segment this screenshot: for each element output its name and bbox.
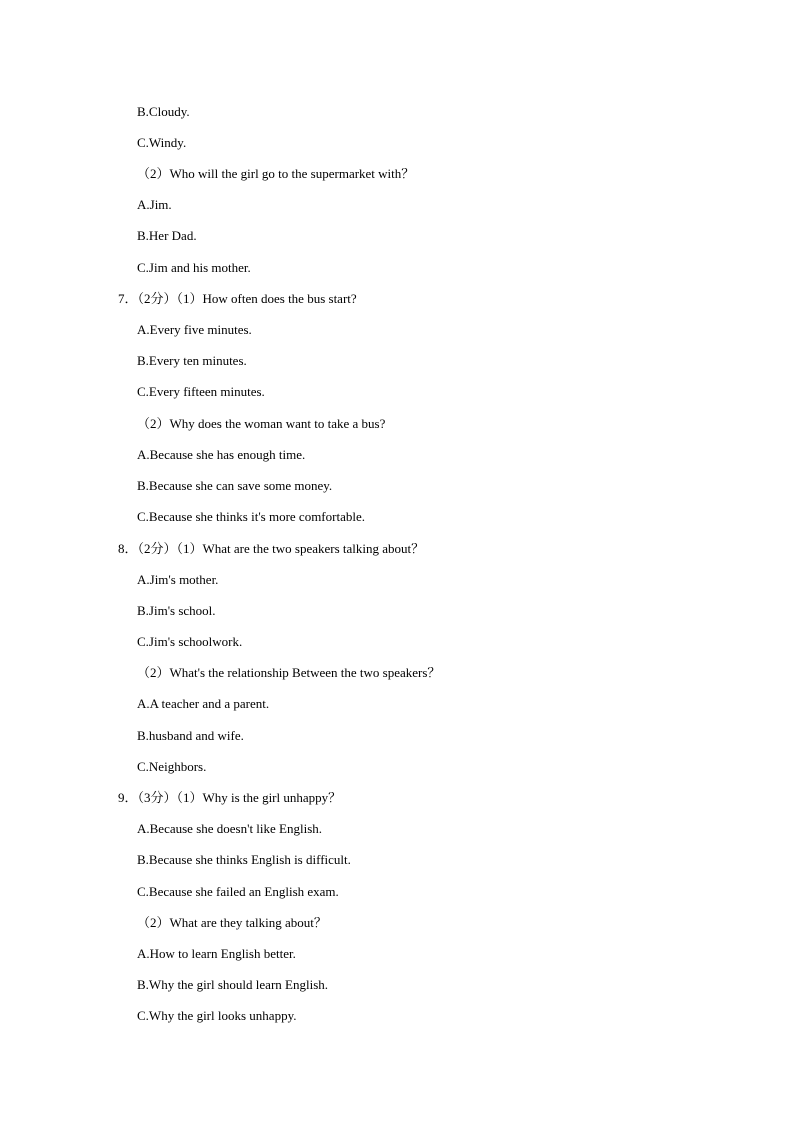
option-line: C.Neighbors. bbox=[137, 759, 207, 774]
option-line: A.Every five minutes. bbox=[137, 322, 252, 337]
option-line: B.Her Dad. bbox=[137, 228, 197, 243]
sub-question: （2）Who will the girl go to the supermarket with？ bbox=[137, 166, 415, 181]
option-line: A.Because she doesn't like English. bbox=[137, 821, 323, 836]
option-line: B.Because she thinks English is difficult. bbox=[137, 852, 351, 867]
option-line: C.Why the girl looks unhappy. bbox=[137, 1008, 297, 1023]
option-line: A.Jim's mother. bbox=[137, 572, 219, 587]
question-9: 9．（3分）（1）Why is the girl unhappy？ bbox=[118, 790, 342, 805]
option-line: C.Jim's schoolwork. bbox=[137, 634, 243, 649]
option-line: A.How to learn English better. bbox=[137, 946, 296, 961]
option-line: B.Cloudy. bbox=[137, 104, 190, 119]
sub-question: （2）Why does the woman want to take a bus? bbox=[137, 416, 386, 431]
option-line: C.Because she thinks it's more comfortable. bbox=[137, 509, 365, 524]
option-line: A.A teacher and a parent. bbox=[137, 696, 270, 711]
option-line: C.Every fifteen minutes. bbox=[137, 384, 265, 399]
sub-question: （2）What are they talking about？ bbox=[137, 915, 327, 930]
option-line: B.husband and wife. bbox=[137, 728, 244, 743]
question-7: 7．（2分）（1）How often does the bus start? bbox=[118, 291, 357, 306]
sub-question: （2）What's the relationship Between the two speakers？ bbox=[137, 665, 441, 680]
question-8: 8．（2分）（1）What are the two speakers talking about？ bbox=[118, 541, 425, 556]
option-line: B.Because she can save some money. bbox=[137, 478, 333, 493]
option-line: A.Because she has enough time. bbox=[137, 447, 306, 462]
option-line: C.Jim and his mother. bbox=[137, 260, 251, 275]
option-line: B.Every ten minutes. bbox=[137, 353, 247, 368]
option-line: A.Jim. bbox=[137, 197, 172, 212]
option-line: B.Why the girl should learn English. bbox=[137, 977, 329, 992]
option-line: C.Windy. bbox=[137, 135, 187, 150]
option-line: C.Because she failed an English exam. bbox=[137, 884, 339, 899]
option-line: B.Jim's school. bbox=[137, 603, 216, 618]
